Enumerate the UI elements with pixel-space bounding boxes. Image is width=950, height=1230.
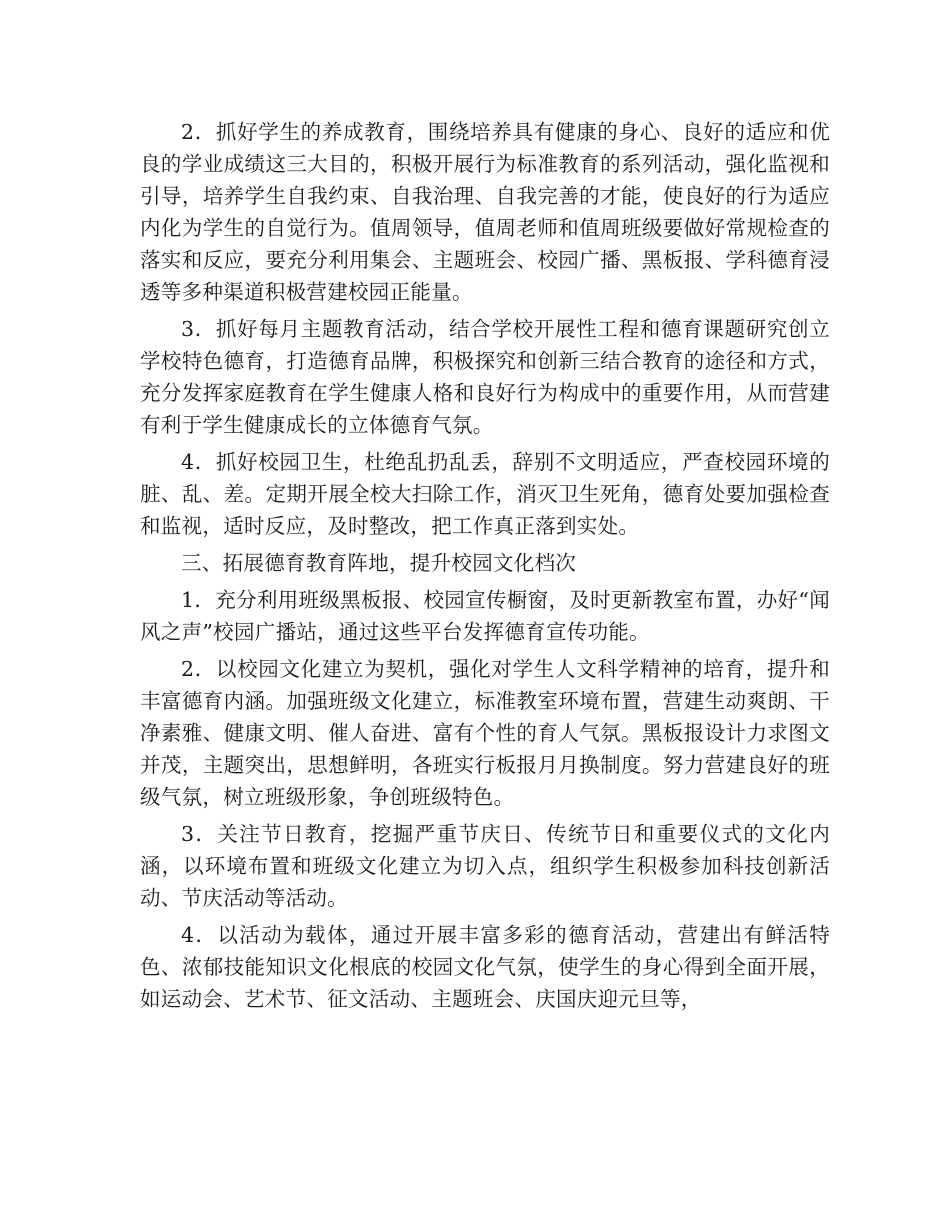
paragraph-3: 4．抓好校园卫生，杜绝乱扔乱丢，辞别不文明适应，严查校园环境的脏、乱、差。定期开展全校大扫除工作，消灭卫生死角，德育处要加强检查和监视，适时反应，及时整改，把工作真正落到实处。 bbox=[140, 450, 830, 538]
section-heading: 三、拓展德育教育阵地，提升校园文化档次 bbox=[181, 551, 577, 575]
paragraph-2: 3．抓好每月主题教育活动，结合学校开展性工程和德育课题研究创立学校特色德育，打造德育品牌，积极探究和创新三结合教育的途径和方式，充分发挥家庭教育在学生健康人格和良好行为构成中的重要作用，从而营建有利于学生健康成长的立体德育气氛。 bbox=[140, 317, 830, 437]
paragraph-1: 2．抓好学生的养成教育，围绕培养具有健康的身心、良好的适应和优良的学业成绩这三大目的，积极开展行为标准教育的系列活动，强化监视和引导，培养学生自我约束、自我治理、自我完善的才能，使良好的行为适应内化为学生的自觉行为。值周领导，值周老师和值周班级要做好常规检查的落实和反应，要充分利用集会、主题班会、校园广播、黑板报、学科德育浸透等多种渠道积极营建校园正能量。 bbox=[140, 120, 830, 304]
document-body bbox=[140, 116, 830, 1020]
paragraph-7: 4．以活动为载体，通过开展丰富多彩的德育活动，营建出有鲜活特色、浓郁技能知识文化根底的校园文化气氛，使学生的身心得到全面开展，如运动会、艺术节、征文活动、主题班会、庆国庆迎元旦等， bbox=[140, 923, 830, 1011]
paragraph-6: 3．关注节日教育，挖掘严重节庆日、传统节日和重要仪式的文化内涵，以环境布置和班级文化建立为切入点，组织学生积极参加科技创新活动、节庆活动等活动。 bbox=[140, 822, 830, 910]
paragraph-4: 1．充分利用班级黑板报、校园宣传橱窗，及时更新教室布置，办好“闻风之声”校园广播站，通过这些平台发挥德育宣传功能。 bbox=[140, 588, 830, 644]
paragraph-5: 2．以校园文化建立为契机，强化对学生人文科学精神的培育，提升和丰富德育内涵。加强班级文化建立，标准教室环境布置，营建生动爽朗、干净素雅、健康文明、催人奋进、富有个性的育人气氛。黑板报设计力求图文并茂，主题突出，思想鲜明，各班实行板报月月换制度。努力营建良好的班级气氛，树立班级形象，争创班级特色。 bbox=[140, 657, 830, 809]
